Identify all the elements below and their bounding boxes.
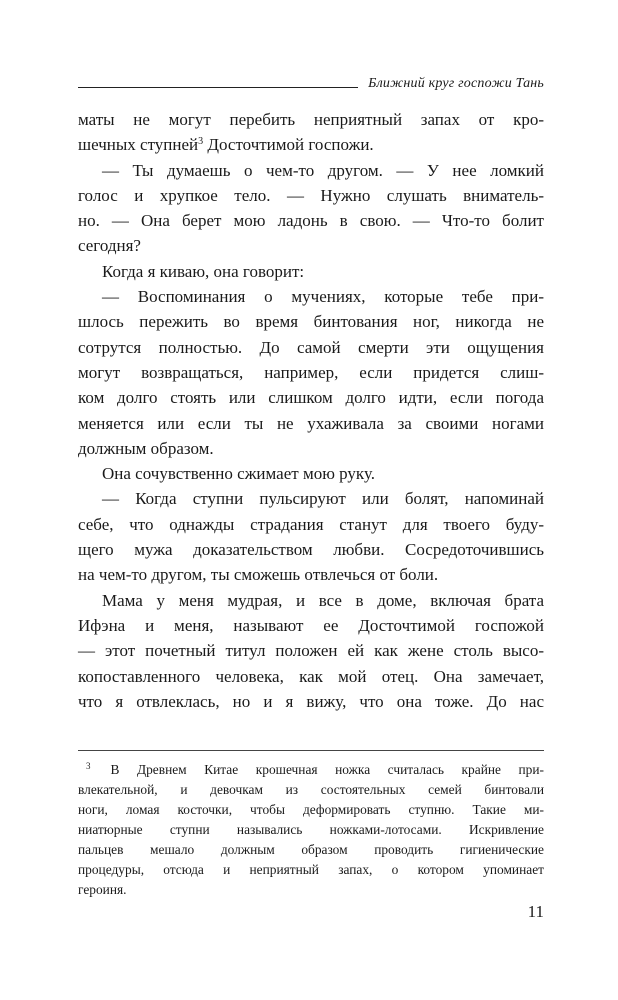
body-line-24: что я отвлеклась, но и я вижу, что она тоже. До нас (78, 691, 544, 711)
body-line-14: должным образом. (78, 438, 214, 458)
footnote-divider (78, 750, 544, 751)
footnote-line-4: ниатюрные ступни назывались ножками-лотосами. Искривление (78, 822, 544, 837)
body-line-16: — Когда ступни пульсируют или болят, напоминай (102, 489, 544, 509)
body-line-22: — этот почетный титул положен ей как жене столь высо- (78, 641, 544, 661)
footnote-line-6: процедуры, отсюда и неприятный запах, о котором упоминает (78, 862, 544, 877)
body-line-2 (78, 132, 544, 157)
footnote-reference[interactable]: 3 (198, 136, 204, 148)
body-line-7: Когда я киваю, она говорит: (102, 261, 305, 281)
body-line-2-start: шечных ступней (78, 135, 199, 155)
body-line-20: Мама у меня мудрая, и все в доме, включая брата (102, 590, 544, 610)
footnote-line-3: ноги, ломая косточки, чтобы деформировать ступню. Такие ми- (78, 802, 544, 817)
body-line-6: сегодня? (78, 236, 141, 256)
body-text (78, 107, 544, 714)
footnote-line-1-text: В Древнем Китае крошечная ножка считалась крайне при- (110, 762, 544, 777)
footnote-marker: 3 (86, 761, 91, 771)
footnote-line-2: влекательной, и девочкам из состоятельных семей бинтовали (78, 782, 544, 797)
body-line-4: голос и хрупкое тело. — Нужно слушать вниматель- (78, 185, 544, 205)
footnote-line-5: пальцев мешало должным образом проводить гигиенические (78, 842, 544, 857)
body-line-15: Она сочувственно сжимает мою руку. (102, 464, 375, 484)
body-line-8: — Воспоминания о мучениях, которые тебе при- (102, 287, 544, 307)
body-line-18: щего мужа доказательством любви. Сосредоточившись (78, 540, 544, 560)
body-line-21: Ифэна и меня, называют ее Досточтимой госпожой (78, 615, 544, 635)
body-line-1: маты не могут перебить неприятный запах от кро- (78, 110, 544, 129)
body-line-23: копоставленного человека, как мой отец. Она замечает, (78, 666, 544, 686)
footnote (78, 760, 544, 900)
body-line-17: себе, что однажды страдания станут для твоего буду- (78, 514, 544, 534)
body-line-19: на чем-то другом, ты сможешь отвлечься от боли. (78, 565, 439, 585)
body-line-9: шлось пережить во время бинтования ног, никогда не (78, 312, 544, 332)
body-line-10: сотрутся полностью. До самой смерти эти ощущения (78, 337, 544, 357)
page-number: 11 (527, 902, 544, 921)
body-line-12: ком долго стоять или слишком долго идти, если погода (78, 388, 544, 408)
running-head (78, 71, 544, 91)
running-head-rule (78, 87, 358, 88)
body-line-13: меняется или если ты не ухаживала за своими ногами (78, 413, 544, 433)
body-line-3: — Ты думаешь о чем-то другом. — У нее ломкий (102, 160, 544, 180)
footnote-line-7: героиня. (78, 882, 127, 897)
running-head-title: Ближний круг госпожи Тань (368, 76, 544, 91)
body-line-11: могут возвращаться, например, если придется слиш- (78, 362, 544, 382)
body-line-5: но. — Она берет мою ладонь в свою. — Что-то болит (78, 211, 544, 231)
footnote-line-1 (78, 760, 544, 780)
body-line-2-end: Досточтимой госпожи. (203, 135, 374, 155)
